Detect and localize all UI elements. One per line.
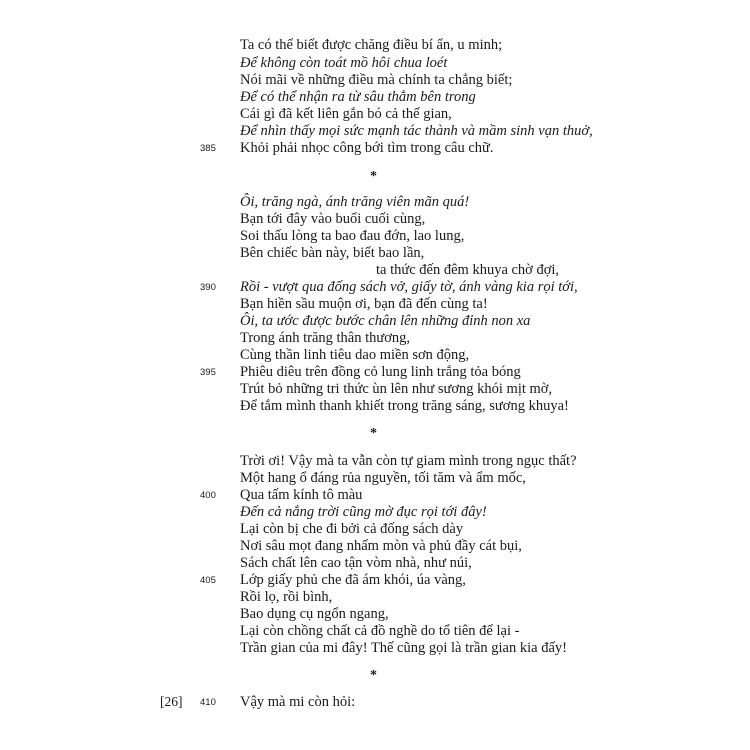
verse-line: Bao dụng cụ ngổn ngang, [240, 606, 389, 622]
line-number: 410 [200, 697, 216, 708]
verse-line: Lại còn chồng chất cả đồ nghề do tổ tiên để lại - [240, 623, 520, 639]
verse-line: Phiêu diêu trên đồng cỏ lung linh trắng tỏa bóng [240, 364, 521, 380]
verse-line: Để nhìn thấy mọi sức mạnh tác thành và mầm sinh vạn thuở, [240, 123, 593, 139]
verse-line: Rồi - vượt qua đống sách vở, giấy tờ, ánh vàng kia rọi tới, [240, 279, 578, 295]
verse-line: Cái gì đã kết liên gắn bó cả thế gian, [240, 106, 452, 122]
verse-line: Ôi, ta ước được bước chân lên những đỉnh non xa [240, 313, 531, 329]
verse-line: Qua tấm kính tô màu [240, 487, 363, 503]
page-number: [26] [160, 694, 183, 709]
section-separator: * [370, 426, 377, 441]
line-number: 390 [200, 282, 216, 293]
verse-line: Sách chất lên cao tận vòm nhà, như núi, [240, 555, 472, 571]
verse-line: Vậy mà mi còn hỏi: [240, 694, 356, 710]
verse-line: Để không còn toát mồ hôi chua loét [240, 55, 448, 71]
verse-line: Cùng thần linh tiêu dao miền sơn động, [240, 347, 470, 363]
verse-line: Nói mãi về những điều mà chính ta chẳng biết; [240, 72, 513, 88]
verse-line: Một hang ổ đáng rủa nguyền, tối tăm và ẩm mốc, [240, 470, 526, 486]
section-separator: * [370, 668, 377, 683]
verse-line: Trần gian của mi đây! Thế cũng gọi là trần gian kia đấy! [240, 640, 567, 656]
verse-line: Để tắm mình thanh khiết trong trăng sáng, sương khuya! [240, 398, 569, 414]
verse-line: Soi thấu lòng ta bao đau đớn, lao lung, [240, 228, 465, 244]
verse-line: Trút bỏ những tri thức ùn lên như sương khói mịt mờ, [240, 381, 553, 397]
verse-line: Nơi sâu mọt đang nhấm mòn và phủ đầy cát bụi, [240, 538, 522, 554]
verse-line: Ôi, trăng ngà, ánh trăng viên mãn quá! [240, 194, 470, 210]
line-number: 405 [200, 575, 216, 586]
verse-line: ta thức đến đêm khuya chờ đợi, [376, 262, 560, 278]
verse-line: Lớp giấy phủ che đã ám khói, úa vàng, [240, 572, 466, 588]
line-number: 395 [200, 367, 216, 378]
section-separator: * [370, 169, 377, 184]
verse-line: Rồi lọ, rồi bình, [240, 589, 333, 605]
verse-line: Trời ơi! Vậy mà ta vẫn còn tự giam mình trong ngục thất? [240, 453, 577, 469]
line-number: 400 [200, 490, 216, 501]
verse-line: Để có thể nhận ra từ sâu thẳm bên trong [240, 89, 476, 105]
verse-line: Bạn hiền sầu muộn ơi, bạn đã đến cùng ta! [240, 296, 488, 312]
verse-line: Trong ánh trăng thân thương, [240, 330, 411, 346]
verse-line: Bên chiếc bàn này, biết bao lần, [240, 245, 425, 261]
verse-line: Lại còn bị che đi bởi cả đống sách dày [240, 521, 464, 537]
verse-line: Khỏi phải nhọc công bới tìm trong câu chữ. [240, 140, 494, 156]
line-number: 385 [200, 143, 216, 154]
verse-line: Bạn tới đây vào buổi cuối cùng, [240, 211, 426, 227]
verse-line: Đến cả nắng trời cũng mờ đục rọi tới đây! [240, 504, 487, 520]
verse-line: Ta có thể biết được chăng điều bí ẩn, u minh; [240, 37, 503, 53]
